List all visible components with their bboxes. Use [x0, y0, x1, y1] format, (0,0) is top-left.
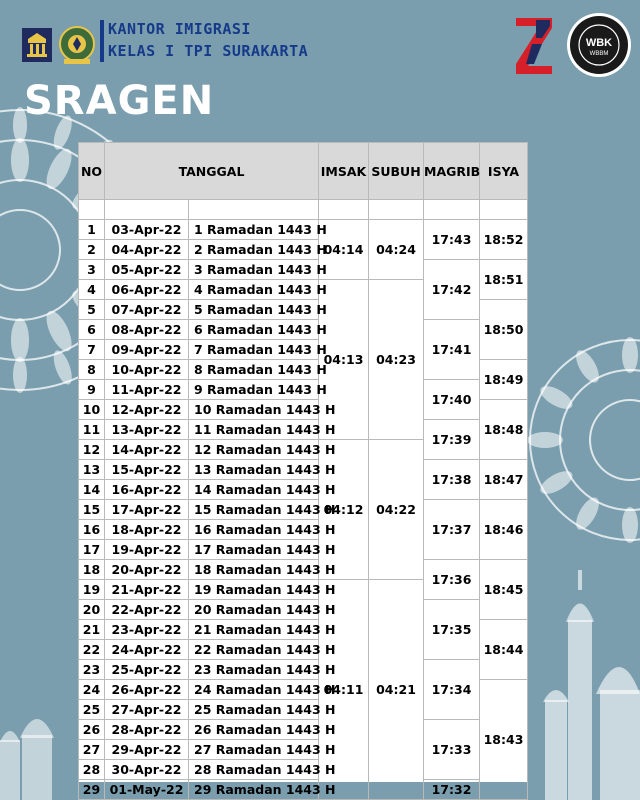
imsak-time: 04:13 — [319, 280, 369, 440]
header-no: NO — [79, 143, 105, 200]
row-number: 16 — [79, 520, 105, 540]
row-number: 25 — [79, 700, 105, 720]
row-number: 23 — [79, 660, 105, 680]
subuh-time: 04:23 — [369, 280, 424, 440]
mosque-silhouette-icon — [543, 570, 640, 800]
row-hijri-date: 29 Ramadan 1443 H — [189, 780, 319, 800]
mandala-petal — [13, 357, 27, 393]
table-row — [79, 460, 528, 480]
zi-logo — [512, 14, 556, 80]
row-hijri-date: 28 Ramadan 1443 H — [189, 760, 319, 780]
header-magrib: MAGRIB — [424, 143, 480, 200]
wbk-badge-subtext: WBBM — [589, 51, 609, 57]
mandala-petals-right — [527, 337, 640, 543]
row-number: 27 — [79, 740, 105, 760]
header-tanggal: TANGGAL — [105, 143, 319, 200]
row-number: 28 — [79, 760, 105, 780]
row-date: 11-Apr-22 — [105, 380, 189, 400]
row-hijri-date: 22 Ramadan 1443 H — [189, 640, 319, 660]
row-date: 26-Apr-22 — [105, 680, 189, 700]
isya-time: 18:52 — [480, 220, 528, 260]
row-number: 3 — [79, 260, 105, 280]
row-hijri-date: 21 Ramadan 1443 H — [189, 620, 319, 640]
row-number: 10 — [79, 400, 105, 420]
row-date: 01-May-22 — [105, 780, 189, 800]
row-hijri-date: 26 Ramadan 1443 H — [189, 720, 319, 740]
table-spacer-row — [79, 200, 528, 220]
row-number: 20 — [79, 600, 105, 620]
row-hijri-date: 18 Ramadan 1443 H — [189, 560, 319, 580]
row-hijri-date: 7 Ramadan 1443 H — [189, 340, 319, 360]
row-date: 23-Apr-22 — [105, 620, 189, 640]
row-hijri-date: 10 Ramadan 1443 H — [189, 400, 319, 420]
magrib-time: 17:34 — [424, 660, 480, 720]
row-date: 19-Apr-22 — [105, 540, 189, 560]
magrib-time: 17:41 — [424, 320, 480, 380]
row-date: 14-Apr-22 — [105, 440, 189, 460]
magrib-time: 17:42 — [424, 260, 480, 320]
row-number: 26 — [79, 720, 105, 740]
schedule-table-panel — [78, 142, 527, 797]
isya-time: 18:49 — [480, 360, 528, 400]
mandala-petal — [572, 347, 604, 386]
row-hijri-date: 2 Ramadan 1443 H — [189, 240, 319, 260]
spacer-cell — [369, 200, 424, 220]
row-hijri-date: 16 Ramadan 1443 H — [189, 520, 319, 540]
table-row — [79, 560, 528, 580]
row-hijri-date: 19 Ramadan 1443 H — [189, 580, 319, 600]
row-hijri-date: 5 Ramadan 1443 H — [189, 300, 319, 320]
imigrasi-logo — [58, 25, 96, 69]
spacer-cell — [79, 200, 105, 220]
row-number: 1 — [79, 220, 105, 240]
row-date: 30-Apr-22 — [105, 760, 189, 780]
row-number: 6 — [79, 320, 105, 340]
subuh-time: 04:22 — [369, 440, 424, 580]
isya-time: 18:48 — [480, 400, 528, 460]
row-number: 13 — [79, 460, 105, 480]
row-hijri-date: 27 Ramadan 1443 H — [189, 740, 319, 760]
table-row — [79, 320, 528, 340]
row-hijri-date: 6 Ramadan 1443 H — [189, 320, 319, 340]
mandala-petal — [622, 507, 638, 543]
row-date: 04-Apr-22 — [105, 240, 189, 260]
row-hijri-date: 24 Ramadan 1443 H — [189, 680, 319, 700]
row-number: 19 — [79, 580, 105, 600]
table-header-row — [79, 143, 528, 200]
row-hijri-date: 14 Ramadan 1443 H — [189, 480, 319, 500]
row-date: 27-Apr-22 — [105, 700, 189, 720]
row-date: 17-Apr-22 — [105, 500, 189, 520]
spacer-cell — [480, 200, 528, 220]
subuh-time: 04:24 — [369, 220, 424, 280]
spacer-cell — [189, 200, 319, 220]
table-row — [79, 220, 528, 240]
mandala-petal — [11, 138, 29, 182]
row-number: 4 — [79, 280, 105, 300]
row-hijri-date: 1 Ramadan 1443 H — [189, 220, 319, 240]
table-row — [79, 660, 528, 680]
table-row — [79, 780, 528, 800]
spacer-cell — [105, 200, 189, 220]
row-date: 07-Apr-22 — [105, 300, 189, 320]
magrib-time: 17:38 — [424, 460, 480, 500]
magrib-time: 17:33 — [424, 720, 480, 780]
header-imsak: IMSAK — [319, 143, 369, 200]
row-hijri-date: 20 Ramadan 1443 H — [189, 600, 319, 620]
row-date: 28-Apr-22 — [105, 720, 189, 740]
row-hijri-date: 11 Ramadan 1443 H — [189, 420, 319, 440]
row-date: 12-Apr-22 — [105, 400, 189, 420]
table-row — [79, 380, 528, 400]
table-row — [79, 600, 528, 620]
row-number: 21 — [79, 620, 105, 640]
row-number: 22 — [79, 640, 105, 660]
subuh-time: 04:21 — [369, 580, 424, 800]
ramadan-schedule-table — [78, 142, 528, 800]
row-date: 22-Apr-22 — [105, 600, 189, 620]
isya-time: 18:45 — [480, 560, 528, 620]
header-isya: ISYA — [480, 143, 528, 200]
row-hijri-date: 17 Ramadan 1443 H — [189, 540, 319, 560]
row-date: 16-Apr-22 — [105, 480, 189, 500]
mandala-petal — [527, 432, 563, 448]
mandala-petal — [572, 494, 604, 533]
row-hijri-date: 13 Ramadan 1443 H — [189, 460, 319, 480]
row-hijri-date: 15 Ramadan 1443 H — [189, 500, 319, 520]
wbk-badge — [566, 12, 632, 82]
row-date: 29-Apr-22 — [105, 740, 189, 760]
row-number: 17 — [79, 540, 105, 560]
magrib-time: 17:32 — [424, 780, 480, 800]
row-number: 18 — [79, 560, 105, 580]
row-hijri-date: 3 Ramadan 1443 H — [189, 260, 319, 280]
magrib-time: 17:40 — [424, 380, 480, 420]
row-date: 05-Apr-22 — [105, 260, 189, 280]
spacer-cell — [424, 200, 480, 220]
magrib-time: 17:39 — [424, 420, 480, 460]
imsak-time: 04:12 — [319, 440, 369, 580]
city-name: SRAGEN — [24, 78, 215, 124]
row-hijri-date: 4 Ramadan 1443 H — [189, 280, 319, 300]
row-date: 25-Apr-22 — [105, 660, 189, 680]
kemenkumham-logo — [22, 28, 52, 66]
header-subuh: SUBUH — [369, 143, 424, 200]
row-date: 09-Apr-22 — [105, 340, 189, 360]
row-date: 08-Apr-22 — [105, 320, 189, 340]
row-date: 03-Apr-22 — [105, 220, 189, 240]
isya-time: 18:43 — [480, 680, 528, 800]
office-class: KELAS I TPI SURAKARTA — [108, 42, 309, 60]
table-row — [79, 420, 528, 440]
office-title-bar — [100, 20, 104, 62]
table-row — [79, 500, 528, 520]
row-date: 10-Apr-22 — [105, 360, 189, 380]
mandala-petal — [537, 382, 576, 414]
row-date: 06-Apr-22 — [105, 280, 189, 300]
row-hijri-date: 25 Ramadan 1443 H — [189, 700, 319, 720]
row-hijri-date: 8 Ramadan 1443 H — [189, 360, 319, 380]
mandala-petal — [537, 467, 576, 499]
mandala-petal — [622, 337, 638, 373]
magrib-time: 17:36 — [424, 560, 480, 600]
row-date: 20-Apr-22 — [105, 560, 189, 580]
row-number: 8 — [79, 360, 105, 380]
imsak-time: 04:14 — [319, 220, 369, 280]
magrib-time: 17:35 — [424, 600, 480, 660]
row-hijri-date: 23 Ramadan 1443 H — [189, 660, 319, 680]
wbk-badge-text: WBK — [585, 37, 613, 49]
row-date: 18-Apr-22 — [105, 520, 189, 540]
isya-time: 18:51 — [480, 260, 528, 300]
row-number: 12 — [79, 440, 105, 460]
row-number: 24 — [79, 680, 105, 700]
row-number: 15 — [79, 500, 105, 520]
magrib-time: 17:43 — [424, 220, 480, 260]
row-date: 21-Apr-22 — [105, 580, 189, 600]
row-date: 13-Apr-22 — [105, 420, 189, 440]
table-row — [79, 720, 528, 740]
row-date: 24-Apr-22 — [105, 640, 189, 660]
mosque-silhouette-left-icon — [0, 719, 54, 800]
row-number: 9 — [79, 380, 105, 400]
isya-time: 18:50 — [480, 300, 528, 360]
row-date: 15-Apr-22 — [105, 460, 189, 480]
mandala-petal — [11, 318, 29, 362]
row-number: 11 — [79, 420, 105, 440]
row-number: 14 — [79, 480, 105, 500]
row-number: 7 — [79, 340, 105, 360]
row-number: 29 — [79, 780, 105, 800]
isya-time: 18:47 — [480, 460, 528, 500]
office-name: KANTOR IMIGRASI — [108, 20, 251, 38]
imsak-time: 04:11 — [319, 580, 369, 800]
spacer-cell — [319, 200, 369, 220]
table-row — [79, 260, 528, 280]
isya-time: 18:44 — [480, 620, 528, 680]
magrib-time: 17:37 — [424, 500, 480, 560]
row-hijri-date: 9 Ramadan 1443 H — [189, 380, 319, 400]
row-number: 2 — [79, 240, 105, 260]
row-hijri-date: 12 Ramadan 1443 H — [189, 440, 319, 460]
isya-time: 18:46 — [480, 500, 528, 560]
row-number: 5 — [79, 300, 105, 320]
